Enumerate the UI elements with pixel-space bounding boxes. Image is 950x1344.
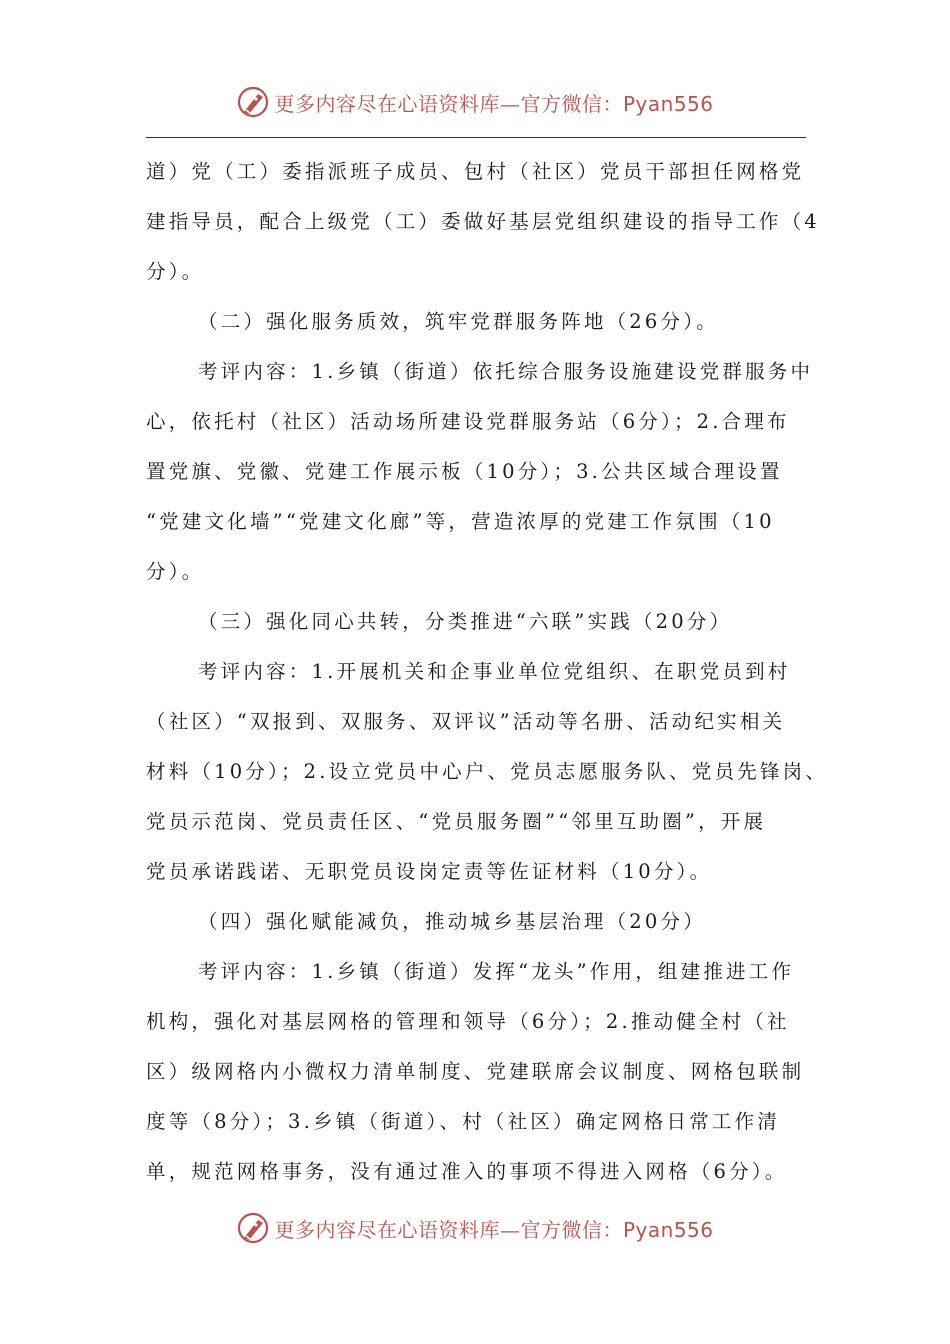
banner-slogan: 更多内容尽在心语资料库—官方微信： [274,91,623,116]
paragraph-line: 材料（10分）；2.设立党员中心户、党员志愿服务队、党员先锋岗、 [146,760,829,783]
section-heading: （二）强化服务质效，筑牢党群服务阵地（26分）。 [198,310,719,333]
paragraph-line: 道）党（工）委指派班子成员、包村（社区）党员干部担任网格党 [146,160,805,183]
paragraph-line: 党员示范岗、党员责任区、“党员服务圈”“邻里互助圈”，开展 [146,810,767,833]
section-heading: （三）强化同心共转，分类推进“六联”实践（20分） [198,610,733,633]
footer-banner [0,1208,950,1248]
paragraph-line: “党建文化墙”“党建文化廊”等，营造浓厚的党建工作氛围（10 [146,510,775,533]
paragraph-line: （社区）“双报到、双服务、双评议”活动等名册、活动纪实相关 [146,710,786,733]
header-divider [146,137,806,138]
paragraph-line: 度等（8分）；3.乡镇（街道）、村（社区）确定网格日常工作清 [146,1110,781,1133]
paragraph-line: 单，规范网格事务，没有通过准入的事项不得进入网格（6分）。 [146,1160,788,1183]
paragraph-line: 考评内容：1.开展机关和企事业单位党组织、在职党员到村 [198,660,791,683]
document-body [146,147,829,1197]
paragraph-line: 机构，强化对基层网格的管理和领导（6分）；2.推动健全村（社 [146,1010,790,1033]
paragraph-line: 分）。 [146,560,205,583]
paragraph-line: 区）级网格内小微权力清单制度、党建联席会议制度、网格包联制 [146,1060,805,1083]
banner-wechat-id: Pyan556 [622,1217,714,1242]
section-heading: （四）强化赋能减负，推动城乡基层治理（20分） [198,910,706,933]
paragraph-line: 心，依托村（社区）活动场所建设党群服务站（6分）；2.合理布 [146,410,790,433]
banner-text [274,1214,713,1243]
paragraph-line: 考评内容：1.乡镇（街道）依托综合服务设施建设党群服务中 [198,360,814,383]
paragraph-line: 建指导员，配合上级党（工）委做好基层党组织建设的指导工作（4 [146,210,820,233]
pen-nib-logo-icon [236,1211,270,1245]
paragraph-line: 党员承诺践诺、无职党员设岗定责等佐证材料（10分）。 [146,860,713,883]
banner-slogan: 更多内容尽在心语资料库—官方微信： [274,1217,623,1242]
banner-text [274,88,713,117]
paragraph-line: 置党旗、党徽、党建工作展示板（10分）；3.公共区域合理设置 [146,460,783,483]
header-banner [0,82,950,122]
paragraph-line: 考评内容：1.乡镇（街道）发挥“龙头”作用，组建推进工作 [198,960,795,983]
pen-nib-logo-icon [236,85,270,119]
paragraph-line: 分）。 [146,260,205,283]
banner-wechat-id: Pyan556 [622,91,714,116]
